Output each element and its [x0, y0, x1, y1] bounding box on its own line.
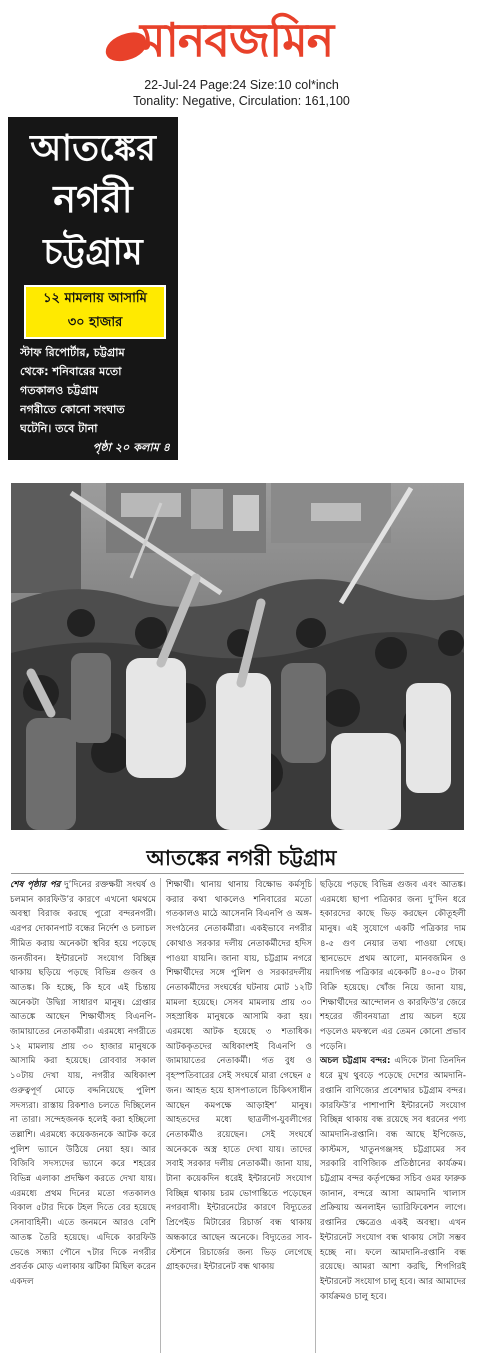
highlight-box: [24, 285, 166, 339]
clipping-meta-line1: 22-Jul-24 Page:24 Size:10 col*inch: [144, 78, 339, 92]
column-2-text: শিক্ষার্থী। থানায় থানায় বিক্ষোভ কর্মসূচি করার কথা থাকলেও শনিবারের মতো গতকালও মাঠে আসেননি বিএনপি ও অঙ্গ-সংগঠনের নেতাকর্মীরা। একইভাবে নগরীর কোথাও সরকার দলীয় নেতাকর্মীদের হদিস পাওয়া যায়নি। জানা যায়, চট্টগ্রাম নগরে শিক্ষার্থীদের সঙ্গে পুলিশ ও সরকারদলীয় নেতাকর্মীদের সংঘর্ষের ঘটনায় মোট ১২টি মামলা হয়েছে। সেসব মামলায় প্রায় ৩০ সহস্রাধিক মানুষকে আসামি করা হয়। এরমধ্যে আটক হয়েছে ৩ শতাধিক। আটককৃতদের অধিকাংশই বিএনপি ও জামায়াতের নেতাকর্মী। গত বুধ ও বৃহস্পতিবারের সেই সংঘর্ষে মারা গেছেন ৫ জন। আহত হয়ে হাসপাতালে চিকিৎসাধীন আছেন কমপক্ষে আড়াইশ’ মানুষ। আহতদের মধ্যে ছাত্রলীগ-যুবলীগের নেতাকর্মীও রয়েছেন। সেই সংঘর্ষে অনেককে অস্ত্র হাতে দেখা যায়। তাদের সবাই সরকার দলীয় নেতাকর্মী। জানা যায়, টানা কয়েকদিন ধরেই ইন্টারনেট সংযোগ বিচ্ছিন্ন থাকায় চরম ভোগান্তিতে পড়েছেন নগরবাসী। ইন্টারনেটের কারণে বিদ্যুতের প্রিপেইড মিটারের রিচার্জ বন্ধ থাকায় অন্ধকারে আছেন অনেকে। বিদ্যুতের সাব-স্টেশনে রিচার্জের জন্য ভিড় লেগেছে গ্রাহকদের। ইন্টারনেট বন্ধ থাকায়: [166, 880, 312, 1273]
clipping-meta-line2: Tonality: Negative, Circulation: 161,100: [133, 94, 350, 108]
lead-line: নগরীতে কোনো সংঘাত: [20, 403, 125, 416]
jump-reference: পৃষ্ঠা ২০ কলাম ৪: [92, 441, 170, 454]
lead-line: থেকে: শনিবারের মতো: [20, 365, 122, 378]
highlight-line1: ১২ মামলায় আসামি: [43, 291, 147, 306]
column-3-text: ছড়িয়ে পড়ছে বিভিন্ন গুজব এবং আতঙ্ক। এরমধ্যে ছাপা পত্রিকার জন্য দু’দিন ধরে হকারদের কাছে ভিড় করছেন কৌতূহলী মানুষ। এই সুযোগে একটি পত্রিকার দাম ৪-৫ গুণ নেয়ার তথ্য পাওয়া গেছে। স্থানভেদে প্রথম আলো, মানবজমিন ও নয়াদিগন্ত পত্রিকার একেকটি ৪০-৫০ টাকা বিক্রি হয়েছে। খোঁজ নিয়ে জানা যায়, শিক্ষার্থীদের আন্দোলন ও কারফিউ’র জেরে শহরের জীবনযাত্রা প্রায় অচল হয়ে পড়লেও মফস্বলে এর তেমন কোনো প্রভাব পড়েনি।: [320, 880, 466, 1052]
column-3-port-text: এদিকে টানা তিনদিন ধরে মুখ থুবড়ে পড়েছে দেশের আমদানি-রপ্তানি বাণিজ্যের প্রবেশদ্বার চট্টগ্রাম বন্দর। কারফিউ’র পাশাপাশি ইন্টারনেট সংযোগ বিচ্ছিন্ন থাকায় বন্ধ রয়েছে সব ধরনের পণ্য আমদানি-রপ্তানি। বন্ধ আছে ইপিজেড, কাস্টমস, খাতুনগঞ্জসহ চট্টগ্রামের সব সরকারি বাণিজ্যিক প্রতিষ্ঠানের কার্যক্রম। চট্টগ্রাম বন্দর কর্তৃপক্ষের সচিব ওমর ফারুক জানান, বন্দরে আসা আমদানি খালাস প্রক্রিয়ায় অনলাইন ভ্যারিফিকেশন লাগে। রপ্তানির ক্ষেত্রেও একই অবস্থা। এখন ইন্টারনেট সংযোগ বন্ধ থাকায় সেটা সম্ভব হচ্ছে না। ফলে আমদানি-রপ্তানি বন্ধ রয়েছে। আমরা আশা করছি, শিগগিরই ইন্টারনেট সংযোগ চালু হবে। আর আমাদের কার্যক্রমও চালু হবে।: [320, 1056, 467, 1302]
continued-from-label: শেষ পৃষ্ঠার পর: [10, 880, 61, 890]
article-title: আতঙ্কের নগরী চট্টগ্রাম: [146, 845, 337, 870]
lead-line: ঘটেনি। তবে টানা: [20, 422, 98, 435]
crowd-photo-image: [11, 483, 464, 830]
lead-text: [20, 343, 170, 457]
column-divider: [160, 878, 161, 1353]
headline-line1: আতঙ্কের: [30, 127, 156, 169]
masthead: [0, 0, 483, 112]
crowd-photo: [11, 483, 464, 830]
headline-line2: নগরী: [53, 176, 133, 221]
port-subheading: অচল চট্টগ্রাম বন্দর:: [320, 1056, 391, 1067]
column-1-text: দু’দিনের রক্তক্ষয়ী সংঘর্ষ ও চলমান কারফিউ’র কারণে এখনো থমথমে অবস্থা বিরাজ করছে পুরো বন্দরনগরী। এরপর দোকানপাট বন্ধের নির্দেশ ও চলাচল সীমিত করায় অনেকটা স্থবির হয়ে পড়েছে জনজীবন। ইন্টারনেট সংযোগ বিচ্ছিন্ন থাকায় ছড়িয়ে পড়ছে বিভিন্ন গুজব ও আতঙ্ক। কি হচ্ছে, কি হবে এই চিন্তায় অনেকটা উদ্বিগ্ন সাধারণ মানুষ। গ্রেপ্তার আতঙ্কে আছেন শিক্ষার্থীসহ বিএনপি-জামায়াতের নেতাকর্মীরা। এরমধ্যে নগরীতে ১২ মামলায় প্রায় ৩০ হাজার মানুষকে আসামি করা হয়েছে। রোববার সকাল ১০টায় দেখা যায়, নগরীর অধিকাংশ গুরুত্বপূর্ণ মোড়ে বদ্দনিয়েছে পুলিশ সদস্যরা। রাস্তায় রিকশাও চলতে দিচ্ছিলেন না তারা। সন্দেহজনক হলেই করা হচ্ছিলো তল্লাশি। এরমধ্যে কয়েকজনকে আটক করে পুলিশ ভ্যানে উঠিয়ে নেয়া হয়। আর বিজিবি সদস্যদের ভ্যানে করে শহরের বিভিন্ন এলাকা প্রদক্ষিণ করতে দেখা যায়। এরমধ্যে প্রথম দিনের মতো গতকালও বিকাল ৫টার দিকে টহল দিতে বের হয়েছে সেনাবাহিনী। এতে জনমনে আরও বেশি আতঙ্ক তৈরি হয়েছে। এদিকে কারফিউ ভেঙে সন্ধ্যা পৌনে ৭টার দিকে নগরীর প্রবর্তক মোড় এলাকায় ঝটিকা মিছিল করেন একদল: [10, 880, 156, 1287]
article-column-2: [166, 878, 312, 1275]
lead-line: গতকালও চট্টগ্রাম: [20, 384, 99, 397]
highlight-line2: ৩০ হাজার: [67, 315, 123, 330]
newspaper-logo: মানবজমিন: [140, 13, 334, 67]
column-divider: [315, 878, 316, 1353]
headline-line3: চট্টগ্রাম: [43, 231, 143, 273]
headline-box: [8, 117, 178, 460]
article-column-1: [10, 878, 156, 1290]
article-column-3: [320, 878, 466, 1304]
lead-line: স্টাফ রিপোর্টার, চট্টগ্রাম: [20, 346, 125, 359]
title-divider: [11, 873, 464, 874]
